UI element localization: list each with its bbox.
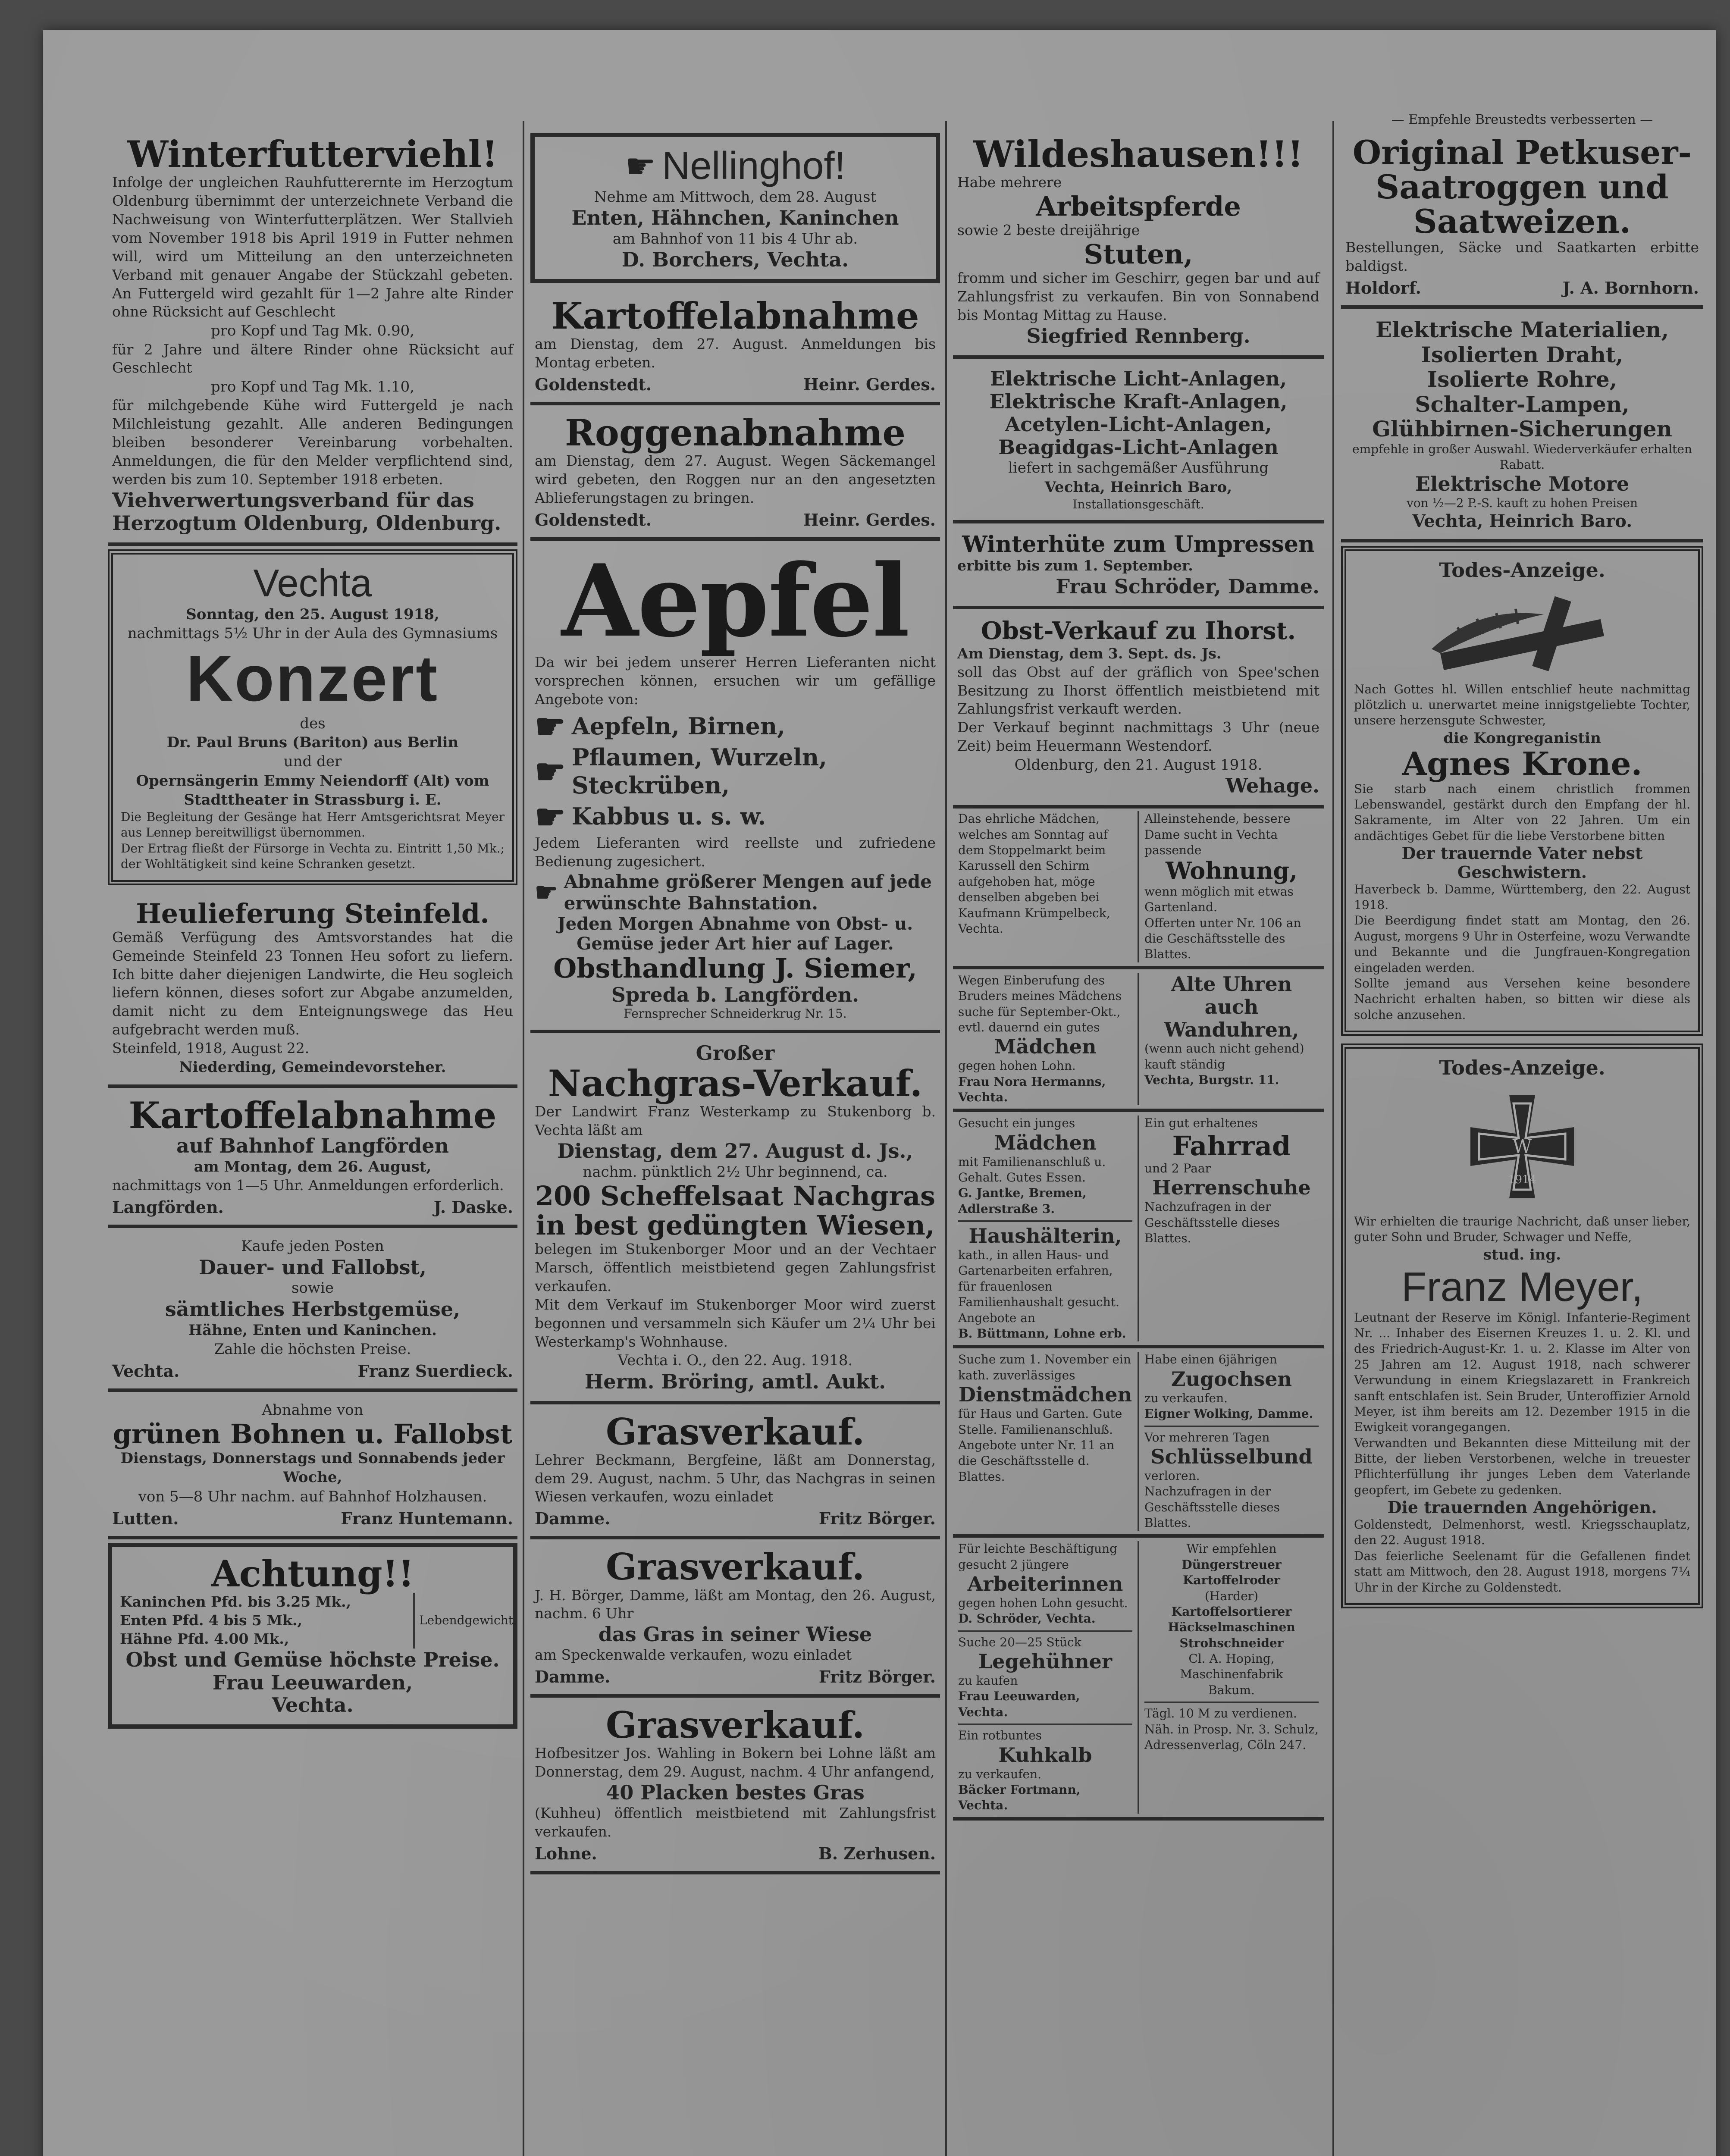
ad-maedchen-lohn <box>953 973 1138 1106</box>
ad-signature <box>535 1844 936 1863</box>
ad-signature <box>535 1509 936 1528</box>
price-item: Hähne Pfd. 4.00 Mk., <box>120 1630 289 1647</box>
ad-title: grünen Bohnen u. Fallobst <box>113 1418 513 1450</box>
ad-body: fromm und sicher im Geschirr, gegen bar und auf Zahlungsfrist zu verkaufen. Bin von Sonnabend bis Montag Mittag zu Hause. <box>957 270 1319 324</box>
ad-obst-ihorst <box>953 612 1324 808</box>
ad-text: Großer <box>696 1041 775 1065</box>
ad-heading: 200 Scheffelsaat Nachgras in best gedüngten Wiesen, <box>535 1180 936 1241</box>
ad-date: Sonntag, den 25. August 1918, <box>186 605 439 623</box>
ad-heading: Stuten, <box>1084 238 1193 270</box>
ad-title: Dienstmädchen <box>958 1383 1132 1407</box>
ad-item: Häckselmaschinen <box>1168 1620 1295 1635</box>
ad-title: Schlüsselbund <box>1150 1445 1313 1468</box>
ad-text: (Harder) <box>1204 1589 1259 1603</box>
ad-heading: Elektrische Kraft-Anlagen, <box>989 389 1288 413</box>
ad-list-item-text: Pflaumen, Wurzeln, Steckrüben, <box>571 743 827 799</box>
ad-title: Fahrrad <box>1172 1130 1291 1162</box>
ad-body: Wir erhielten die traurige Nachricht, daß unser lieber, guter Sohn und Bruder, Schwager und Neffe, <box>1354 1214 1690 1244</box>
newspaper-page <box>43 30 1716 2156</box>
ad-title: Wildeshausen!!! <box>973 133 1304 175</box>
ad-signature-place: Damme. <box>535 1667 611 1687</box>
ad-list-item <box>535 706 936 747</box>
ad-title: Aepfel <box>561 542 909 659</box>
ad-dauerobst <box>108 1231 517 1392</box>
ad-date: Dienstag, dem 27. August d. Js., <box>557 1139 913 1163</box>
ad-alte-uhren <box>1138 973 1324 1106</box>
ad-firm: Obsthandlung J. Siemer, <box>553 953 917 984</box>
ad-body: Der Landwirt Franz Westerkamp zu Stukenborg b. Vechta läßt am <box>535 1103 936 1138</box>
ad-list-item <box>535 743 936 799</box>
ad-item: Kartoffelroder <box>1183 1573 1280 1588</box>
ad-signature-place: Damme. <box>535 1509 611 1529</box>
ad-signature: Der trauernde Vater nebst Geschwistern. <box>1401 843 1643 882</box>
ad-body: Gemäß Verfügung des Amtsvorstandes hat die Gemeinde Steinfeld 23 Tonnen Heu sofort zu liefern. Ich bitte daher diejenigen Landwirte, die Heu sogleich liefern können, dieses sofort zur Abgabe anzumelden, damit nicht zu dem Enteignungswege das Heu aufgebracht werden muß. <box>112 928 513 1038</box>
ad-signature: D. Schröder, Vechta. <box>958 1611 1096 1626</box>
ad-item: Strohschneider <box>1179 1636 1284 1650</box>
price-list <box>120 1593 415 1648</box>
ad-signature-place: Goldenstedt. <box>535 510 652 530</box>
pointing-hand-icon: ☛ <box>535 751 566 792</box>
price-note: Lebendgewicht. <box>419 1613 517 1628</box>
ad-signature-name: Heinr. Gerdes. <box>803 375 936 395</box>
ad-city: Vechta <box>253 561 372 605</box>
ad-text: Für leichte Beschäftigung gesucht 2 jüngere <box>958 1542 1118 1572</box>
ad-konzert <box>108 549 517 885</box>
ad-text: mit Familienanschluß u. Gehalt. Gutes Essen. <box>958 1154 1106 1185</box>
ad-zugochsen <box>1138 1352 1324 1531</box>
ad-signature-place: Vechta. <box>272 1693 354 1717</box>
ad-text: (wenn auch nicht gehend) kauft ständig <box>1144 1041 1304 1072</box>
ad-body: Die Beerdigung findet statt am Montag, den 26. August, morgens 9 Uhr in Osterfeine, wozu Verwandte und Bekannte und die Jungfrauen-Kongregation eingeladen werden. <box>1354 913 1690 975</box>
ad-text: Offerten unter Nr. 106 an die Geschäftsstelle des Blattes. <box>1144 915 1301 962</box>
ad-title: Haushälterin, <box>968 1224 1122 1248</box>
ad-body: J. H. Börger, Damme, läßt am Montag, den 26. August, nachm. 6 Uhr <box>535 1586 936 1622</box>
ad-title: Roggenabnahme <box>565 411 906 454</box>
ad-list-item-text: Abnahme größerer Mengen auf jede erwünschte Bahnstation. <box>564 871 932 914</box>
ad-signature-name: B. Zerhusen. <box>818 1843 936 1863</box>
ad-row <box>953 969 1324 1112</box>
ad-date: am Montag, dem 26. August, <box>194 1158 432 1176</box>
ad-legehuehner <box>958 1630 1132 1720</box>
ad-row <box>953 811 1324 969</box>
ad-signature: Bäcker Fortmann, Vechta. <box>958 1782 1081 1813</box>
ad-title: Kartoffelabnahme <box>551 295 919 338</box>
ad-artist: Opernsängerin Emmy Neiendorff (Alt) vom Stadttheater in Strassburg i. E. <box>136 772 489 808</box>
ad-text: erbitte bis zum 1. September. <box>957 557 1193 574</box>
ad-heading: Arbeitspferde <box>1036 191 1241 222</box>
column-rule <box>945 121 947 2156</box>
ad-body: Der Ertrag fließt der Fürsorge in Vechta zu. Eintritt 1,50 Mk.; der Wohltätigkeit sind keine Schranken gesetzt. <box>121 841 505 871</box>
pointing-hand-icon: ☛ <box>535 877 558 908</box>
ad-heading: Isolierte Rohre, <box>1427 367 1617 392</box>
ad-signature: Siegfried Rennberg. <box>1026 324 1250 348</box>
ad-body: Die Begleitung der Gesänge hat Herr Amtsgerichtsrat Meyer aus Lennep bereitwilligst übernommen. <box>121 810 505 840</box>
ad-date: Am Dienstag, dem 3. Sept. ds. Js. <box>957 645 1222 662</box>
ad-title: Achtung!! <box>211 1552 414 1595</box>
ad-signature-name: Franz Huntemann. <box>341 1508 513 1528</box>
ad-text: Vor mehreren Tagen <box>1144 1430 1270 1445</box>
ad-verdienen: Tägl. 10 M zu verdienen. Näh. in Prosp. Nr. 3. Schulz, Adressenverlag, Cöln 247. <box>1144 1702 1319 1753</box>
ad-list-item-text: Aepfeln, Birnen, <box>571 712 785 740</box>
ad-text: kath., in allen Haus- und Gartenarbeiten erfahren, für frauenlosen Familienhaushalt gesucht. Angebote an <box>958 1248 1119 1325</box>
ad-time: nachmittags 5½ Uhr in der Aula des Gymnasiums <box>127 624 498 642</box>
ad-text: Ein gut erhaltenes <box>1144 1116 1258 1131</box>
ad-title: Obst-Verkauf zu Ihorst. <box>981 617 1296 646</box>
ad-text: von 5—8 Uhr nachm. auf Bahnhof Holzhausen. <box>138 1488 487 1505</box>
ad-signature: Niederding, Gemeindevorsteher. <box>179 1059 446 1076</box>
ad-text: Alleinstehende, bessere Dame sucht in Vechta passende <box>1144 812 1291 857</box>
ad-name: Agnes Krone. <box>1402 745 1642 783</box>
ad-signature: Vechta, Heinrich Baro, <box>1044 478 1232 496</box>
ad-body: Verwandten und Bekannten diese Mitteilung mit der Bitte, der lieben Verstorbenen, welche in treuester Pflichterfüllung ihr junges Leben dem Vaterlande geopfert, im Gebete zu gedenken. <box>1354 1435 1690 1497</box>
ad-body: Lehrer Beckmann, Bergfeine, läßt am Donnerstag, dem 29. August, nachm. 5 Uhr, das Nachgras in seinen Wiesen verkaufen, wozu einladet <box>535 1451 936 1505</box>
ad-grasverkauf-2 <box>530 1542 940 1698</box>
ad-row <box>953 1538 1324 1820</box>
ad-grasverkauf-1 <box>530 1407 940 1540</box>
ad-phone: Fernsprecher Schneiderkrug Nr. 15. <box>624 1006 847 1021</box>
ad-item: Kartoffelsortierer <box>1171 1604 1292 1619</box>
ad-list-item-text: Kabbus u. s. w. <box>571 802 766 830</box>
ad-title: Nellinghof! <box>662 144 846 188</box>
ad-text: Suche zum 1. November ein kath. zuverlässiges <box>958 1352 1131 1382</box>
ad-saatroggen <box>1341 129 1703 309</box>
column-rule <box>523 121 524 2156</box>
ad-body: soll das Obst auf der gräflich von Spee'schen Besitzung zu Ihorst öffentlich meistbietend mit Zahlungsfrist verkauft werden. <box>957 663 1319 718</box>
ad-body: (Kuhheu) öffentlich meistbietend mit Zahlungsfrist verkaufen. <box>535 1804 936 1840</box>
ad-body: Sie starb nach einem christlich frommen Lebenswandel, gestärkt durch den Empfang der hl. Sakramente, im Alter von 22 Jahren. Um ein andächtiges Gebet für die liebe Verstorbene bitten <box>1354 781 1690 843</box>
ad-elektro-anlagen <box>953 361 1324 523</box>
price-item: Enten Pfd. 4 bis 5 Mk., <box>120 1611 302 1629</box>
ad-date: Steinfeld, 1918, August 22. <box>112 1040 310 1057</box>
column-3 <box>953 129 1324 2156</box>
ad-nellinghof <box>530 133 940 283</box>
ad-text: zu verkaufen. <box>958 1767 1042 1781</box>
ad-signature-place: Goldenstedt. <box>535 375 652 395</box>
ad-signature-place: Lohne. <box>535 1843 597 1863</box>
ad-fahrrad <box>1138 1116 1324 1341</box>
ad-title: Heulieferung Steinfeld. <box>136 897 489 929</box>
ad-text: Ein rotbuntes <box>958 1728 1042 1743</box>
ad-signature-place: Langförden. <box>112 1197 224 1217</box>
ad-heading: 40 Placken bestes Gras <box>606 1781 865 1805</box>
ad-text: die Kongreganistin <box>1443 729 1601 747</box>
iron-cross-year: 1914 <box>1507 1173 1537 1187</box>
ad-text: verloren. <box>1144 1468 1200 1483</box>
ad-heading: das Gras in seiner Wiese <box>598 1623 872 1646</box>
ad-title: Nachgras-Verkauf. <box>548 1062 923 1105</box>
ad-arbeiterinnen <box>953 1541 1138 1813</box>
ad-signature-name: J. A. Bornhorn. <box>1562 278 1699 298</box>
ad-signature <box>1345 278 1699 298</box>
ad-subtitle: auf Bahnhof Langförden <box>176 1134 449 1158</box>
ad-body: Das feierliche Seelenamt für die Gefallenen findet statt am Mittwoch, den 28. August 1918, morgens 7¼ Uhr in der Kirche zu Goldenstedt. <box>1354 1548 1690 1595</box>
ad-body: für 2 Jahre und ältere Rinder ohne Rücksicht auf Geschlecht <box>112 341 513 376</box>
ad-heading: sämtliches Herbstgemüse, <box>165 1297 461 1321</box>
ad-heading: auch Wanduhren, <box>1164 995 1299 1041</box>
ad-heading: Isolierten Draht, <box>1421 342 1623 367</box>
ad-body: Bestellungen, Säcke und Saatkarten erbitte baldigst. <box>1345 239 1699 275</box>
ad-achtung <box>108 1543 517 1729</box>
ad-title: Grasverkauf. <box>605 1410 865 1453</box>
ad-title: Original Petkuser-Saatroggen und Saatweizen. <box>1352 133 1692 241</box>
ad-signature: Viehverwertungsverband für das Herzogtum Oldenburg, Oldenburg. <box>112 488 501 535</box>
ad-title: Winterhüte zum Umpressen <box>962 531 1315 558</box>
ad-text: Gesucht ein junges <box>958 1116 1075 1131</box>
ad-title: Todes-Anzeige. <box>1439 558 1605 582</box>
ad-text: Nehme am Mittwoch, dem 28. August <box>594 188 877 206</box>
ad-signature: Vechta, Burgstr. 11. <box>1144 1073 1279 1087</box>
header-top-right: — Empfehle Breustedts verbesserten — <box>1391 112 1653 127</box>
ad-signature <box>112 1197 513 1217</box>
ad-title: Grasverkauf. <box>605 1545 865 1589</box>
ad-signature: Frau Schröder, Damme. <box>1056 575 1319 599</box>
ad-signature <box>535 510 936 530</box>
ad-todesanzeige-meyer <box>1341 1044 1703 1608</box>
ad-text: Dienstags, Donnerstags und Sonnabends jeder Woche, <box>120 1450 505 1486</box>
ad-body: Hofbesitzer Jos. Wahling in Bokern bei Lohne läßt am Donnerstag, dem 29. August, nachm. 4 Uhr anfangend, <box>535 1745 936 1780</box>
ad-signature <box>112 1361 513 1381</box>
ad-signature: D. Borchers, Vechta. <box>621 248 849 272</box>
ad-row <box>953 1112 1324 1348</box>
ad-title: Zugochsen <box>1171 1367 1292 1391</box>
ad-title: Todes-Anzeige. <box>1439 1056 1605 1080</box>
pointing-hand-icon: ☛ <box>535 706 566 747</box>
ad-winterfutter <box>108 129 517 546</box>
ad-text: stud. ing. <box>1483 1246 1561 1263</box>
ad-text: zu verkaufen. <box>1144 1391 1228 1405</box>
ad-body: Infolge der ungleichen Rauhfutterernte im Herzogtum Oldenburg übernimmt der unterzeichnete Verband die Nachweisung von Winterfutterplätzen. Wer Stallvieh vom November 1918 bis April 1919 in Futter nehmen will, wird um Mitteilung an den unterzeichneten Verband mit genauer Angabe der Stückzahl gebeten. An Futtergeld wird gezahlt für 1—2 Jahre alte Rinder ohne Rücksicht auf Geschlecht <box>112 174 513 320</box>
ad-signature-place: Vechta. <box>112 1361 180 1381</box>
ad-signature: Eigner Wolking, Damme. <box>1144 1407 1313 1421</box>
ad-signature-name: Fritz Börger. <box>818 1509 936 1529</box>
ad-signature: Cl. A. Hoping, Maschinenfabrik <box>1180 1651 1283 1682</box>
ad-signature-name: Franz Suerdieck. <box>357 1361 513 1381</box>
pointing-hand-icon: ☛ <box>625 146 656 186</box>
ad-body: Der Verkauf beginnt nachmittags 3 Uhr (neue Zeit) beim Heuermann Westendorf. <box>957 719 1319 755</box>
column-4 <box>1341 129 1703 2156</box>
ad-grasverkauf-3 <box>530 1700 940 1874</box>
ad-maedchen-bremen <box>953 1116 1138 1341</box>
ad-body: Nach Gottes hl. Willen entschlief heute nachmittag plötzlich u. unerwartet meine innigstgeliebte Tochter, unsere herzensgute Schwester, <box>1354 682 1690 728</box>
ad-text: Abnahme von <box>262 1401 364 1419</box>
ad-title: Kuhkalb <box>998 1743 1092 1767</box>
ad-haushaelterin <box>958 1220 1132 1341</box>
ad-signature-name: Fritz Börger. <box>818 1667 936 1687</box>
ad-date: Oldenburg, den 21. August 1918. <box>1014 756 1263 774</box>
ad-title-row <box>542 145 928 188</box>
ad-text: gegen hohen Lohn gesucht. <box>958 1596 1128 1611</box>
ad-winterhuete <box>953 526 1324 609</box>
ad-title: Winterfutterviehl! <box>127 133 498 175</box>
ad-price-list <box>120 1593 517 1648</box>
ad-title: Wohnung, <box>1166 857 1298 885</box>
ad-body: Leutnant der Reserve im Königl. Infanterie-Regiment Nr. ... Inhaber des Eisernen Kreuzes 1. u. 2. Kl. und des Friedrich-August-Kr. 1. u. 2. Klasse im Alter von 25 Jahren am 12. August 1918, nach schwerer Verwundung in einem Kriegslazarett in Frankreich sanft entschlafen ist. Sein Bruder, Unteroffizier Arnold Meyer, ist ihm bereits am 12. Dezember 1915 in die Ewigkeit vorangegangen. <box>1354 1310 1690 1435</box>
ad-todesanzeige-krone <box>1341 546 1703 1036</box>
ad-title: Grasverkauf. <box>605 1704 865 1747</box>
column-rule <box>1332 121 1334 2156</box>
ad-kartoffel-langfoerden <box>108 1091 517 1228</box>
ad-nachgras <box>530 1036 940 1404</box>
iron-cross-icon <box>1354 1086 1690 1207</box>
ad-text: Hähne, Enten und Kaninchen. <box>188 1321 437 1339</box>
ad-bohnen <box>108 1395 517 1539</box>
ad-signature-name: J. Daske. <box>433 1197 513 1217</box>
ad-kartoffel-goldenstedt <box>530 291 940 405</box>
ad-heading: Jeden Morgen Abnahme von Obst- u. Gemüse jeder Art hier auf Lager. <box>557 914 913 954</box>
ad-text: Suche 20—25 Stück <box>958 1635 1081 1649</box>
ad-text: am Bahnhof von 11 bis 4 Uhr ab. <box>612 230 858 248</box>
ad-signature: Frau Nora Hermanns, Vechta. <box>958 1074 1106 1104</box>
pointing-hand-icon: ☛ <box>535 796 566 837</box>
ad-text: Habe mehrere <box>957 174 1062 191</box>
ad-signature-note: Installationsgeschäft. <box>1072 497 1204 511</box>
palm-cross-icon <box>1354 589 1690 675</box>
ad-heulieferung <box>108 893 517 1088</box>
ad-item: Düngerstreuer <box>1182 1557 1282 1572</box>
ad-body: Sollte jemand aus Versehen keine besondere Nachricht erhalten haben, so bitten wir diese als solche anzusehen. <box>1354 976 1690 1022</box>
ad-signature: Frau Leeuwarden, Vechta. <box>958 1689 1080 1719</box>
ad-date: Haverbeck b. Damme, Württemberg, den 22. August 1918. <box>1354 882 1690 912</box>
ad-text: Zahle die höchsten Preise. <box>214 1340 411 1358</box>
ad-signature-name: Heinr. Gerdes. <box>803 510 936 530</box>
ad-body: belegen im Stukenborger Moor und an der Vechtaer Marsch, öffentlich meistbietend gegen Zahlungsfrist verkaufen. <box>535 1241 936 1294</box>
ad-signature: Vechta, Heinrich Baro. <box>1412 511 1633 531</box>
ad-text: Angebote unter Nr. 11 an die Geschäftsstelle d. Blattes. <box>958 1438 1115 1484</box>
ad-text: wenn möglich mit etwas Gartenland. <box>1144 884 1294 915</box>
ad-list-item <box>535 796 936 837</box>
ad-title: Herrenschuhe <box>1152 1176 1311 1200</box>
ad-rate: pro Kopf und Tag Mk. 0.90, <box>210 322 415 340</box>
ad-heading: Elektrische Motore <box>1415 472 1630 496</box>
ad-text: zu kaufen <box>958 1673 1018 1688</box>
ad-body: Da wir bei jedem unserer Herren Lieferanten nicht vorsprechen können, ersuchen wir um gefällige Angebote von: <box>535 654 936 708</box>
ad-dienstmaedchen <box>953 1352 1138 1531</box>
ad-body: für milchgebende Kühe wird Futtergeld je nach Milchleistung gezahlt. Alle anderen Bedingungen bleiben besonderer Vereinbarung vorbehalten. Anmeldungen, die für den Melder verpflichtend sind, werden bis zum 10. September 1918 erbeten. <box>112 397 513 488</box>
ad-name: Franz Meyer, <box>1401 1263 1643 1310</box>
ad-text: und der <box>283 753 342 771</box>
ad-title: Mädchen <box>994 1131 1097 1154</box>
ad-signature: Wehage. <box>1225 774 1319 798</box>
ad-signature <box>535 375 936 394</box>
ad-list-item <box>535 871 936 915</box>
ad-heading: Beagidgas-Licht-Anlagen <box>998 435 1279 459</box>
ad-text: Wegen Einberufung des Bruders meines Mädchens suche für September-Okt., evtl. dauernd ein gutes <box>958 973 1122 1034</box>
ad-rate: pro Kopf und Tag Mk. 1.10, <box>210 378 415 396</box>
ad-heading: Obst und Gemüse höchste Preise. <box>125 1648 500 1671</box>
ad-signature <box>535 1667 936 1686</box>
ad-text: Kaufe jeden Posten <box>241 1238 384 1255</box>
ad-body: am Speckenwalde verkaufen, wozu einladet <box>535 1646 852 1664</box>
ad-text: Nachzufragen in der Geschäftsstelle dieses Blattes. <box>1144 1200 1280 1245</box>
ad-maedchen-schirm: Das ehrliche Mädchen, welches am Sonntag auf dem Stoppelmarkt beim Karussell den Schirm aufgehoben hat, möge denselben abgeben bei Kaufmann Krümpelbeck, Vechta. <box>958 812 1110 936</box>
ad-body: Mit dem Verkauf im Stukenborger Moor wird zuerst begonnen und versammeln sich Käufer um 2¼ Uhr bei Westerkamp's Wohnhause. <box>535 1296 936 1350</box>
ad-text: Nachzufragen in der Geschäftsstelle dieses Blattes. <box>1144 1484 1280 1530</box>
ad-signature-place: Holdorf. <box>1345 278 1421 298</box>
ad-title: Alte Uhren <box>1171 972 1292 996</box>
ad-row <box>953 1348 1324 1538</box>
ad-text: nachm. pünktlich 2½ Uhr beginnend, ca. <box>583 1163 888 1181</box>
ad-body: am Dienstag, dem 27. August. Wegen Säckemangel wird gebeten, den Roggen nur an den angesetzten Ablieferungstagen zu bringen. <box>535 452 936 507</box>
ad-signature: Herm. Bröring, amtl. Aukt. <box>584 1369 886 1393</box>
ad-text: für Haus und Garten. Gute Stelle. Familienanschluß. <box>958 1407 1122 1437</box>
ad-heading: Enten, Hähnchen, Kaninchen <box>571 206 899 230</box>
price-item: Kaninchen Pfd. bis 3.25 Mk., <box>120 1593 351 1610</box>
ad-title: Konzert <box>186 642 439 715</box>
ad-body: Jedem Lieferanten wird reellste und zufriedene Bedienung zugesichert. <box>535 834 936 870</box>
ad-text: des <box>300 715 326 733</box>
ad-text: empfehle in großer Auswahl. Wiederverkäufer erhalten Rabatt. <box>1352 442 1692 472</box>
ad-text: sowie <box>291 1279 334 1297</box>
ad-text: sowie 2 beste dreijährige <box>957 222 1140 239</box>
ad-text: und 2 Paar <box>1144 1161 1211 1175</box>
ad-roggen <box>530 408 940 541</box>
column-1 <box>108 129 517 2156</box>
ad-text: Habe einen 6jährigen <box>1144 1352 1277 1367</box>
ad-signature-place: Bakum. <box>1208 1683 1255 1697</box>
column-2 <box>530 129 940 2156</box>
ad-body: nachmittags von 1—5 Uhr. Anmeldungen erforderlich. <box>112 1177 504 1194</box>
ad-wildeshausen <box>953 129 1324 359</box>
ad-hoping <box>1138 1541 1324 1813</box>
ad-wohnung <box>1138 811 1324 962</box>
ad-text: Wir empfehlen <box>1186 1542 1277 1556</box>
ad-elektro-materialien <box>1341 311 1703 542</box>
ad-title: Legehühner <box>978 1650 1113 1673</box>
ad-body: am Dienstag, dem 27. August. Anmeldungen bis Montag erbeten. <box>535 335 936 371</box>
ad-date: Vechta i. O., den 22. Aug. 1918. <box>617 1352 853 1369</box>
ad-aepfel <box>530 543 940 1033</box>
ad-kuhkalb <box>958 1724 1132 1813</box>
ad-signature: Frau Leeuwarden, <box>212 1670 413 1694</box>
ad-signature-place: Lutten. <box>112 1508 179 1528</box>
ad-signature: G. Jantke, Bremen, Adlerstraße 3. <box>958 1186 1087 1216</box>
ad-heading: Schalter-Lampen, <box>1415 391 1630 417</box>
ad-heading: Glühbirnen-Sicherungen <box>1372 416 1672 442</box>
ad-title: Mädchen <box>994 1035 1097 1059</box>
ad-signature: B. Büttmann, Lohne erb. <box>958 1326 1126 1341</box>
ad-text: gegen hohen Lohn. <box>958 1059 1076 1073</box>
ad-artist: Dr. Paul Bruns (Bariton) aus Berlin <box>166 734 459 752</box>
ad-heading: Elektrische Materialien, <box>1375 317 1669 343</box>
ad-schluesselbund <box>1144 1426 1319 1531</box>
ad-heading: Elektrische Licht-Anlagen, <box>990 367 1287 390</box>
ad-text: liefert in sachgemäßer Ausführung <box>1008 459 1269 477</box>
ad-place: Spreda b. Langförden. <box>611 983 859 1006</box>
iron-cross-letter: W <box>1512 1136 1532 1158</box>
ad-signature: Die trauernden Angehörigen. <box>1387 1498 1657 1517</box>
ad-text: von ½—2 P.-S. kauft zu hohen Preisen <box>1406 496 1638 511</box>
ad-heading: Acetylen-Licht-Anlagen, <box>1005 412 1272 436</box>
ad-date: Goldenstedt, Delmenhorst, westl. Kriegsschauplatz, den 22. August 1918. <box>1354 1517 1690 1548</box>
ad-title: Arbeiterinnen <box>967 1572 1123 1596</box>
ad-heading: Dauer- und Fallobst, <box>199 1255 426 1279</box>
ad-title: Kartoffelabnahme <box>128 1094 497 1137</box>
ad-signature <box>112 1509 513 1528</box>
